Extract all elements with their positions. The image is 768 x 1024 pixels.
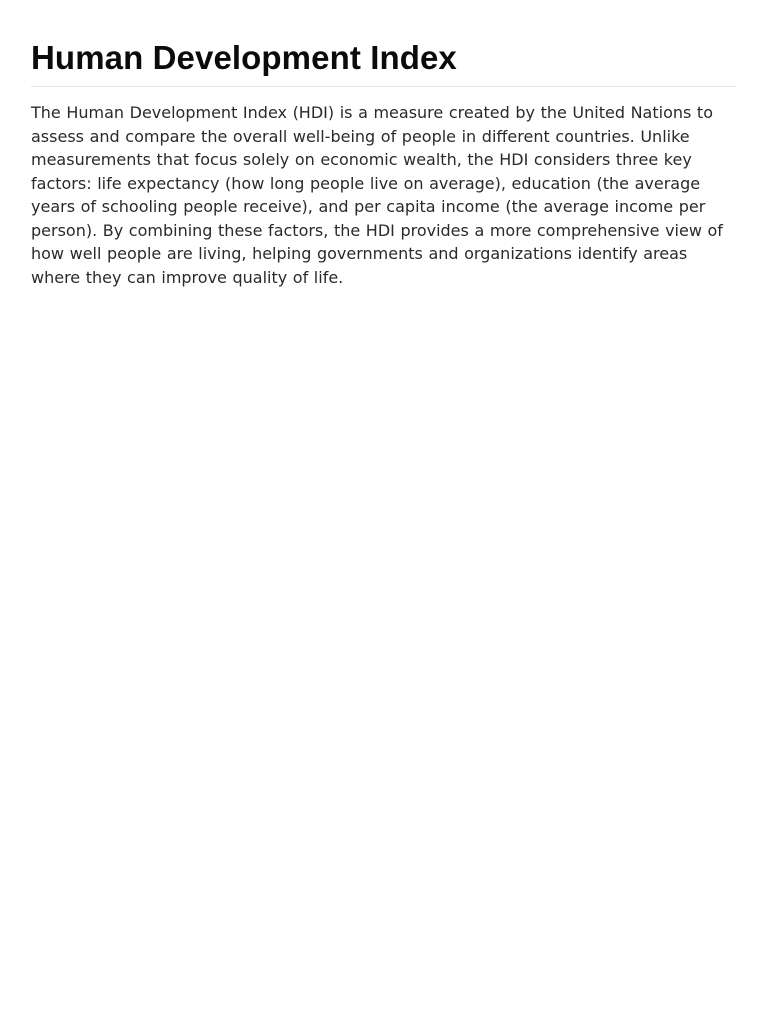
article-paragraph: The Human Development Index (HDI) is a measure created by the United Nations to assess and compare the overall well-being of people in different countries. Unlike measurements that focus solely on economic wealth, the HDI considers three key factors: life expectancy (how long people live on average), education (the average years of schooling people receive), and per capita income (the average income per person). By combining these factors, the HDI provides a more comprehensive view of how well people are living, helping governments and organizations identify areas where they can improve quality of life. [31, 103, 723, 287]
page-title: Human Development Index [31, 39, 457, 76]
title-divider [31, 86, 736, 87]
